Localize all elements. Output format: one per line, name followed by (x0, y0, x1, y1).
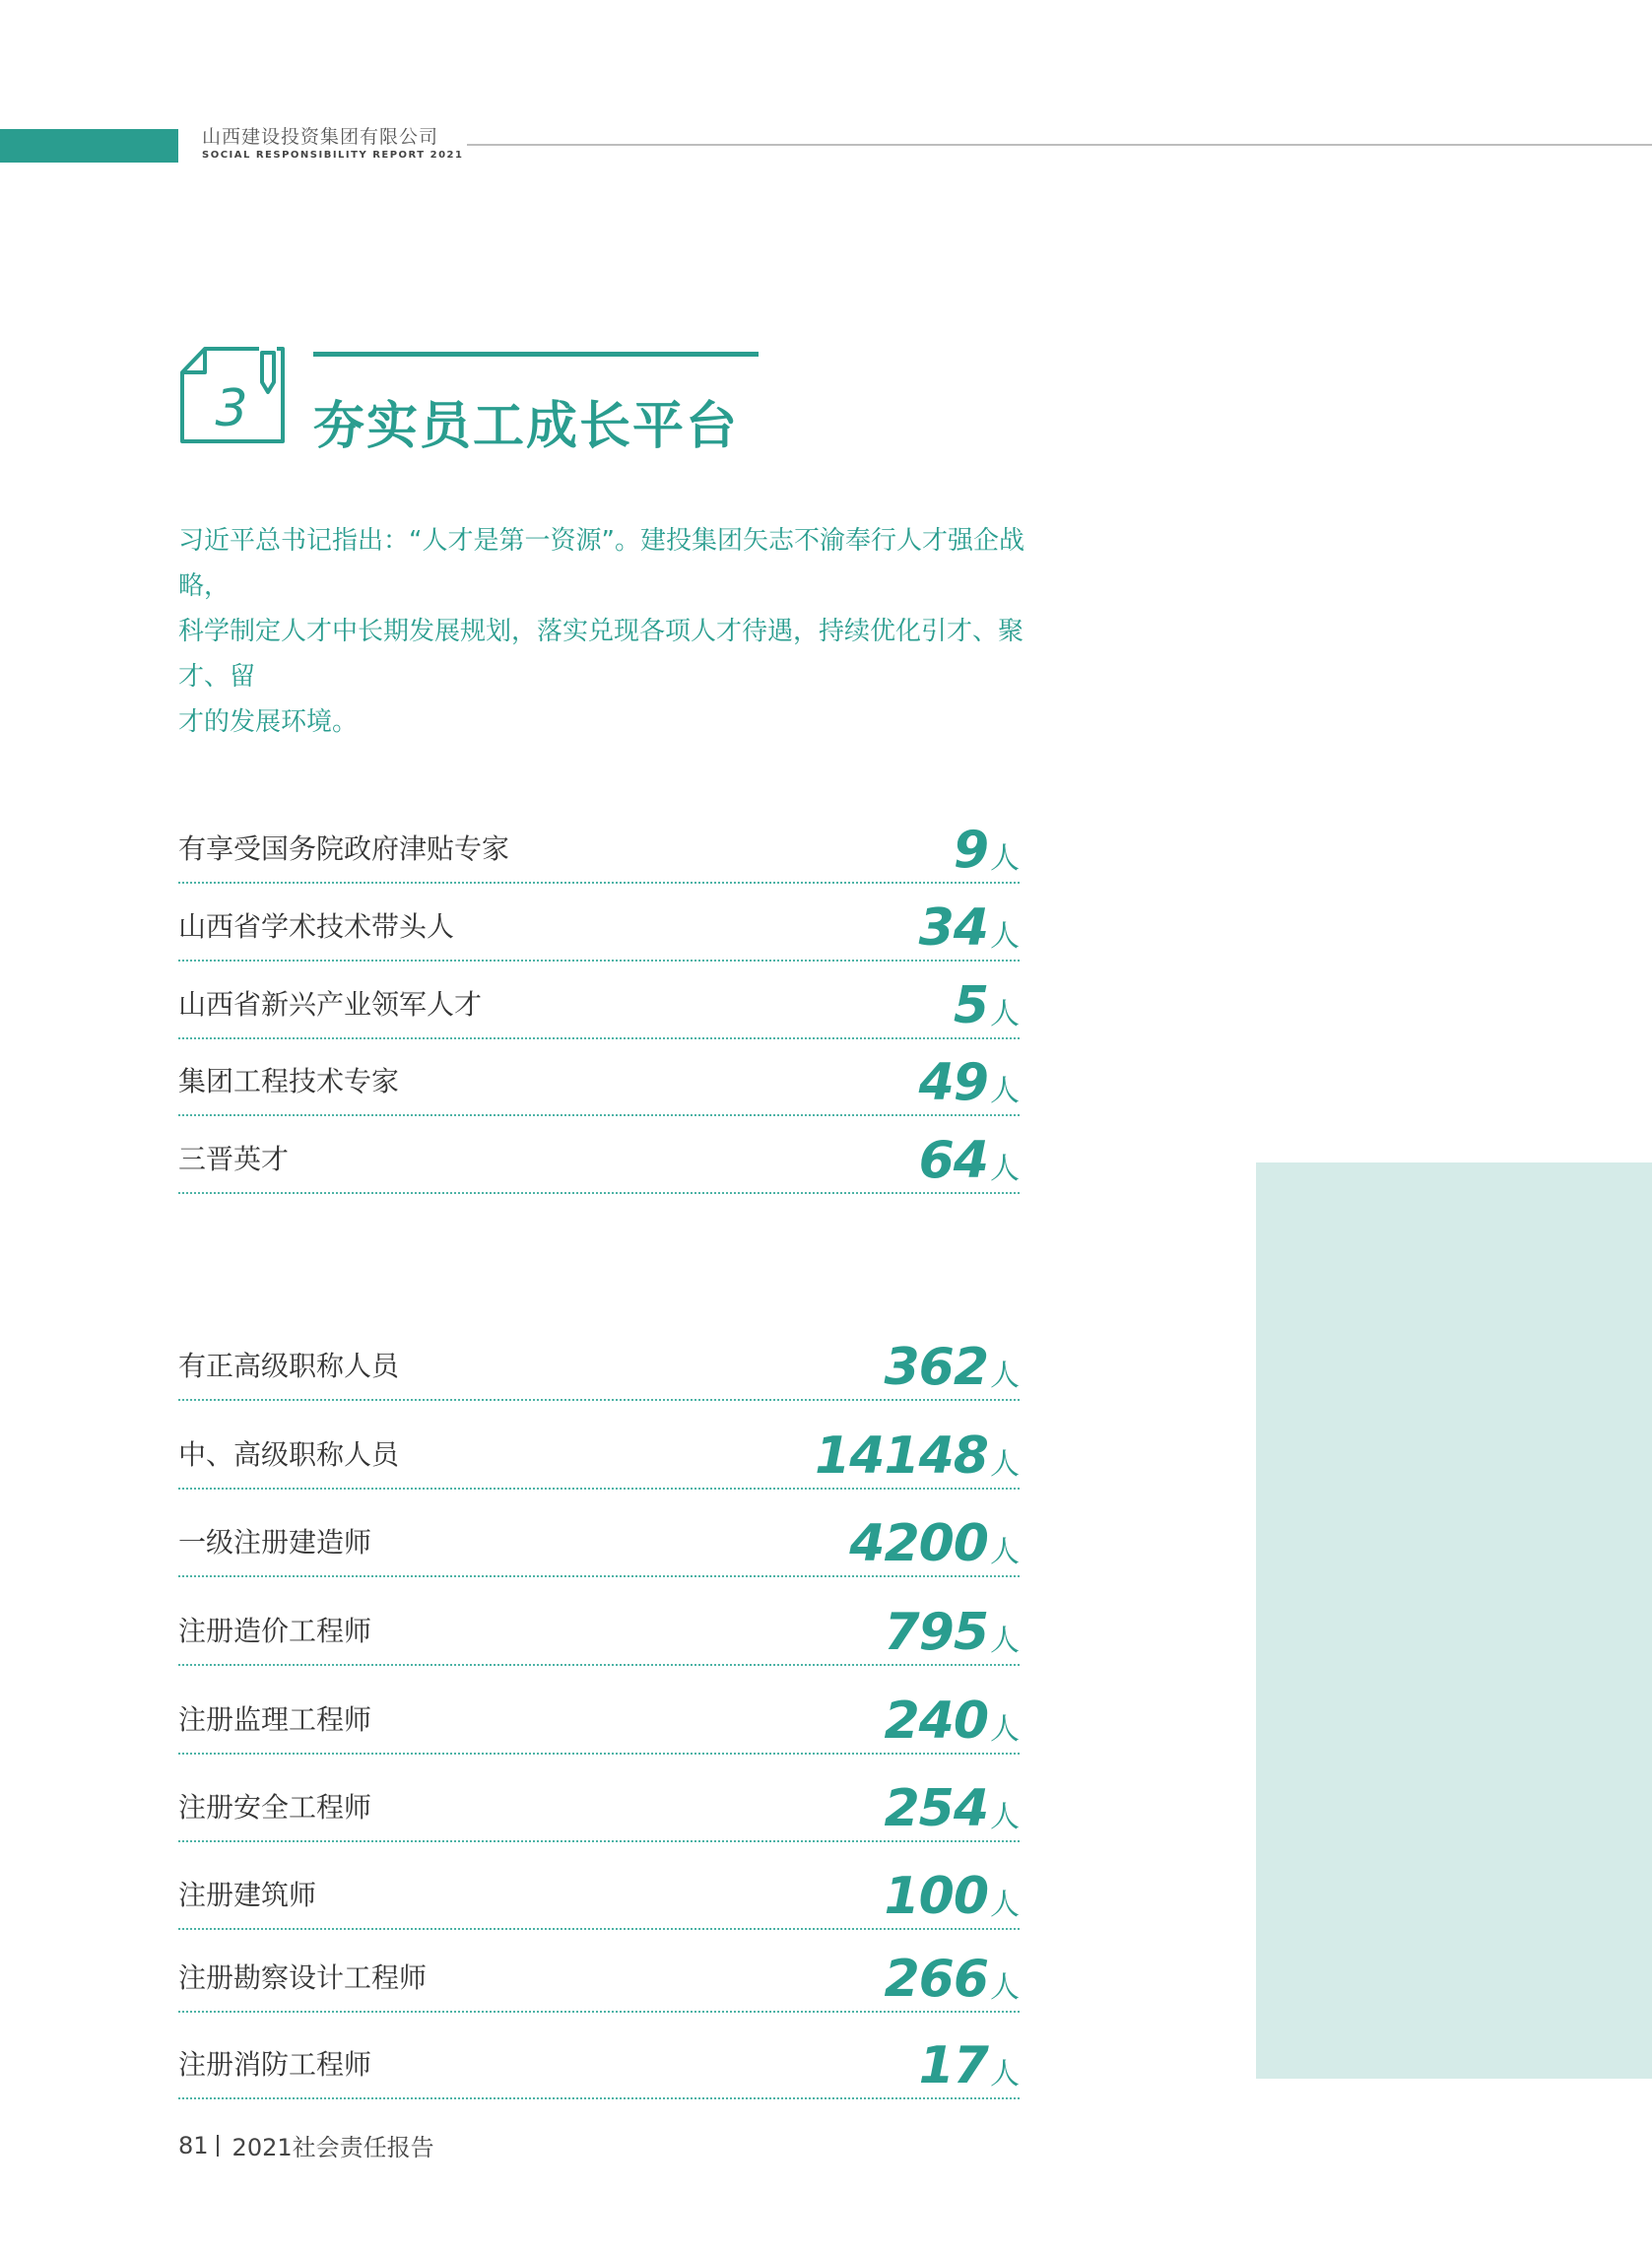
stat-row (178, 808, 1020, 884)
stat-label: 注册勘察设计工程师 (178, 1961, 428, 1994)
stat-value (953, 976, 1020, 1037)
stat-value (884, 1338, 1020, 1399)
header-brand (202, 126, 463, 161)
stat-number: 4200 (849, 1514, 988, 1573)
intro-line: 才的发展环境。 (178, 707, 359, 737)
intro-line: 习近平总书记指出：“人才是第一资源”。建投集团矢志不渝奉行人才强企战略， (178, 526, 1024, 601)
stat-label: 注册建筑师 (178, 1879, 317, 1911)
report-en-label: SOCIAL RESPONSIBILITY REPORT (202, 150, 426, 161)
stat-number: 5 (953, 976, 988, 1035)
stat-value (815, 1427, 1020, 1488)
stat-label: 三晋英才 (178, 1143, 290, 1175)
section-number-icon (180, 347, 285, 447)
decorative-side-panel (1256, 1162, 1652, 2079)
footer-separator (217, 2135, 219, 2157)
stat-unit: 人 (990, 1074, 1020, 1108)
stat-value (918, 1131, 1020, 1192)
page-footer (178, 2128, 434, 2162)
stat-unit: 人 (990, 919, 1020, 954)
stat-number: 266 (884, 1950, 988, 2009)
qualification-stats-list (178, 1330, 1020, 2099)
stat-row (178, 1401, 1020, 1490)
stat-value (884, 1779, 1020, 1840)
section-title: 夯实员工成长平台 (313, 397, 740, 456)
stat-unit: 人 (990, 2057, 1020, 2091)
stat-row (178, 1930, 1020, 2013)
stat-number: 795 (884, 1603, 988, 1662)
stat-label: 一级注册建造师 (178, 1526, 372, 1559)
header-accent-bar (0, 129, 178, 163)
stat-label: 注册监理工程师 (178, 1703, 372, 1736)
stat-unit: 人 (990, 1359, 1020, 1393)
stat-value (918, 2036, 1020, 2097)
stat-value (884, 1867, 1020, 1928)
stat-unit: 人 (990, 1152, 1020, 1186)
stat-row (178, 1577, 1020, 1666)
stat-label: 有享受国务院政府津贴专家 (178, 832, 510, 865)
report-year: 2021 (430, 150, 464, 161)
talent-stats-list (178, 808, 1020, 1194)
stat-label: 山西省学术技术带头人 (178, 910, 455, 943)
stat-row (178, 1116, 1020, 1194)
section-number: 3 (215, 379, 248, 438)
stat-number: 240 (884, 1692, 988, 1751)
stat-row (178, 1666, 1020, 1755)
stat-unit: 人 (990, 1970, 1020, 2005)
company-name: 山西建设投资集团有限公司 (202, 126, 439, 148)
stat-unit: 人 (990, 997, 1020, 1031)
stat-row (178, 1755, 1020, 1842)
report-subtitle (202, 150, 463, 161)
stat-number: 34 (918, 898, 988, 958)
stat-label: 有正高级职称人员 (178, 1350, 400, 1382)
stat-label: 注册安全工程师 (178, 1791, 372, 1824)
stat-value (884, 1692, 1020, 1753)
stat-label: 山西省新兴产业领军人才 (178, 988, 483, 1021)
stat-number: 14148 (815, 1427, 988, 1486)
stat-value (918, 1053, 1020, 1114)
stat-unit: 人 (990, 1712, 1020, 1747)
stat-label: 集团工程技术专家 (178, 1065, 400, 1097)
stat-row (178, 1039, 1020, 1116)
stat-value (849, 1514, 1020, 1575)
stat-row (178, 962, 1020, 1039)
stat-unit: 人 (990, 1535, 1020, 1569)
stat-number: 17 (918, 2036, 988, 2095)
stat-number: 64 (918, 1131, 988, 1190)
section-title-rule (313, 352, 759, 357)
stat-row (178, 1330, 1020, 1401)
page-number: 81 (178, 2131, 209, 2159)
stat-number: 9 (953, 821, 988, 880)
stat-row (178, 1490, 1020, 1577)
stat-number: 362 (884, 1338, 988, 1397)
stat-row (178, 2013, 1020, 2099)
stat-unit: 人 (990, 1624, 1020, 1658)
stat-value (884, 1603, 1020, 1664)
stat-unit: 人 (990, 1800, 1020, 1834)
stat-row (178, 884, 1020, 962)
header-divider (467, 144, 1652, 146)
stat-unit: 人 (990, 1447, 1020, 1482)
stat-label: 注册造价工程师 (178, 1615, 372, 1647)
stat-label: 注册消防工程师 (178, 2048, 372, 2081)
stat-number: 254 (884, 1779, 988, 1838)
stat-unit: 人 (990, 841, 1020, 876)
intro-paragraph (178, 518, 1025, 745)
stat-value (953, 821, 1020, 882)
intro-line: 科学制定人才中长期发展规划，落实兑现各项人才待遇，持续优化引才、聚才、留 (178, 617, 1024, 692)
stat-row (178, 1842, 1020, 1930)
stat-value (884, 1950, 1020, 2011)
footer-title: 2021社会责任报告 (231, 2134, 434, 2161)
stat-unit: 人 (990, 1888, 1020, 1922)
stat-label: 中、高级职称人员 (178, 1438, 400, 1471)
stat-number: 49 (918, 1053, 988, 1112)
stat-number: 100 (884, 1867, 988, 1926)
stat-value (918, 898, 1020, 960)
